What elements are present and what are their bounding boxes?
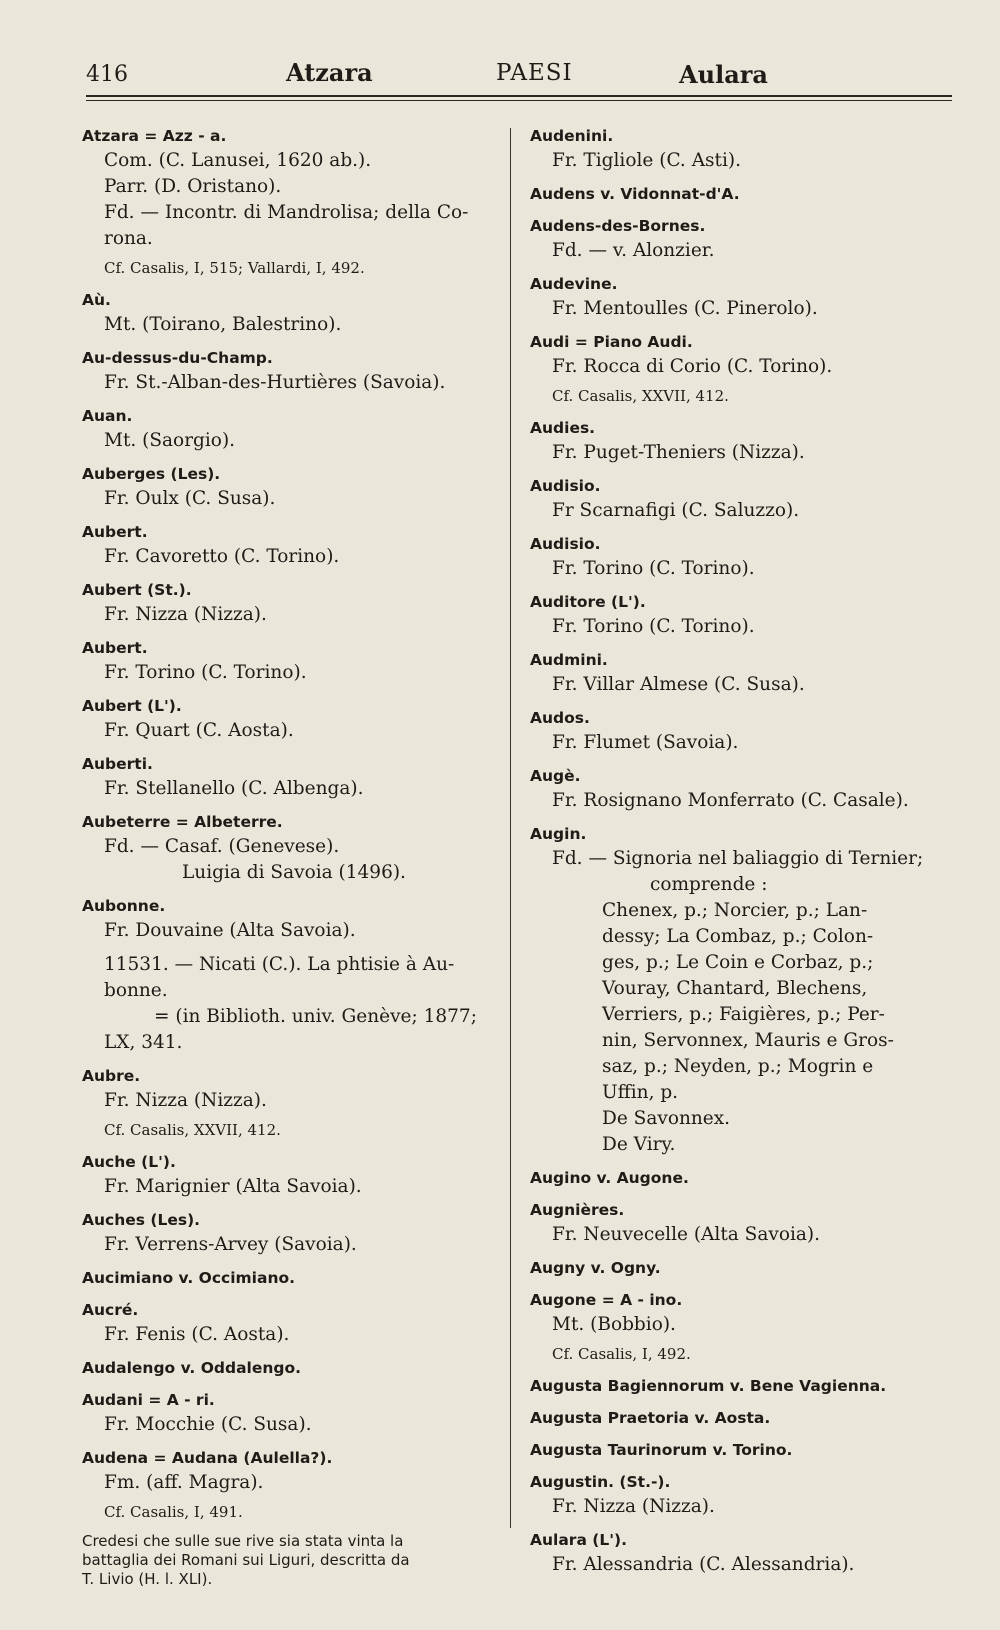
entry-headword: Audenini. xyxy=(530,127,614,145)
dictionary-entry xyxy=(530,1198,970,1248)
header-center-title: PAESI xyxy=(496,60,573,86)
entry-line: LX, 341. xyxy=(104,1032,183,1053)
entry-line: Fr. Quart (C. Aosta). xyxy=(104,720,294,741)
entry-headword: Audmini. xyxy=(530,651,608,669)
entry-headword: Augusta Bagiennorum v. Bene Vagienna. xyxy=(530,1377,887,1395)
dictionary-entry xyxy=(530,1256,970,1280)
dictionary-entry xyxy=(82,636,507,686)
entry-line: Fd. — Signoria nel baliaggio di Ternier; xyxy=(552,848,924,869)
entry-headword: Audevine. xyxy=(530,275,618,293)
entry-line: Fd. — Incontr. di Mandrolisa; della Co- xyxy=(104,202,469,223)
dictionary-entry xyxy=(82,1446,507,1524)
entry-headword: Audisio. xyxy=(530,477,601,495)
entry-line: bonne. xyxy=(104,980,168,1001)
entry-line: Fr. Fenis (C. Aosta). xyxy=(104,1324,290,1345)
dictionary-entry xyxy=(82,1064,507,1142)
entry-headword: Aubeterre = Albeterre. xyxy=(82,813,283,831)
dictionary-entry xyxy=(82,1388,507,1438)
right-column xyxy=(530,124,970,1586)
entry-headword: Audalengo v. Oddalengo. xyxy=(82,1359,302,1377)
note-line: Credesi che sulle sue rive sia stata vinta la xyxy=(82,1532,404,1550)
header-rule-thin xyxy=(86,100,952,101)
entry-headword: Auberges (Les). xyxy=(82,465,221,483)
entry-line: Fr. Alessandria (C. Alessandria). xyxy=(552,1554,855,1575)
dictionary-entry xyxy=(82,462,507,512)
entry-line: Fr. Rosignano Monferrato (C. Casale). xyxy=(552,790,909,811)
entry-line: Fr. Douvaine (Alta Savoia). xyxy=(104,920,356,941)
header-rule xyxy=(86,95,952,97)
entry-headword: Aubre. xyxy=(82,1067,141,1085)
dictionary-entry xyxy=(82,752,507,802)
dictionary-entry xyxy=(82,810,507,886)
entry-headword: Audani = A - ri. xyxy=(82,1391,215,1409)
dictionary-entry xyxy=(82,1266,507,1290)
entry-headword: Aubert (St.). xyxy=(82,581,192,599)
entry-headword: Augnières. xyxy=(530,1201,625,1219)
entry-line: Fr. Nizza (Nizza). xyxy=(552,1496,715,1517)
entry-line: 11531. — Nicati (C.). La phtisie à Au- xyxy=(104,954,455,975)
entry-headword: Aubert. xyxy=(82,523,148,541)
entry-headword: Augustin. (St.-). xyxy=(530,1473,671,1491)
entry-headword: Augino v. Augone. xyxy=(530,1169,689,1187)
entry-headword: Augny v. Ogny. xyxy=(530,1259,661,1277)
dictionary-entry xyxy=(530,1374,970,1398)
header-left-title: Atzara xyxy=(286,58,373,87)
entry-headword: Audens v. Vidonnat-d'A. xyxy=(530,185,740,203)
entry-line: Fr. Verrens-Arvey (Savoia). xyxy=(104,1234,357,1255)
dictionary-entry xyxy=(82,1208,507,1258)
entry-line: Mt. (Bobbio). xyxy=(552,1314,676,1335)
entry-line: Fr. Marignier (Alta Savoia). xyxy=(104,1176,362,1197)
entry-headword: Audisio. xyxy=(530,535,601,553)
dictionary-entry xyxy=(530,532,970,582)
entry-line: Fr. St.-Alban-des-Hurtières (Savoia). xyxy=(104,372,446,393)
dictionary-entry xyxy=(82,346,507,396)
dictionary-entry xyxy=(530,214,970,264)
column-divider xyxy=(510,128,511,1528)
dictionary-entry xyxy=(530,272,970,322)
subentry-line: Uffin, p. xyxy=(602,1082,679,1103)
entry-reference: Cf. Casalis, XXVII, 412. xyxy=(552,387,729,405)
entry-headword: Aucimiano v. Occimiano. xyxy=(82,1269,296,1287)
subentry-line: dessy; La Combaz, p.; Colon- xyxy=(602,926,874,947)
subentry-line: Vouray, Chantard, Blechens, xyxy=(602,978,868,999)
entry-line: rona. xyxy=(104,228,153,249)
entry-headword: Atzara = Azz - a. xyxy=(82,127,227,145)
dictionary-entry xyxy=(82,952,507,1056)
entry-line: Fr. Tigliole (C. Asti). xyxy=(552,150,742,171)
entry-headword: Aù. xyxy=(82,291,111,309)
entry-headword: Augusta Taurinorum v. Torino. xyxy=(530,1441,793,1459)
entry-line: Fr. Cavoretto (C. Torino). xyxy=(104,546,340,567)
entry-line: Fr. Nizza (Nizza). xyxy=(104,604,267,625)
dictionary-entry xyxy=(82,520,507,570)
dictionary-entry xyxy=(82,894,507,944)
entry-line: Luigia di Savoia (1496). xyxy=(182,862,406,883)
entry-line: Fr. Nizza (Nizza). xyxy=(104,1090,267,1111)
entry-line: Fr. Torino (C. Torino). xyxy=(552,558,755,579)
entry-headword: Auberti. xyxy=(82,755,153,773)
subentry-line: nin, Servonnex, Mauris e Gros- xyxy=(602,1030,894,1051)
entry-headword: Audens-des-Bornes. xyxy=(530,217,706,235)
entry-headword: Aubert (L'). xyxy=(82,697,182,715)
dictionary-entry xyxy=(530,330,970,408)
entry-headword: Audena = Audana (Aulella?). xyxy=(82,1449,333,1467)
left-column xyxy=(82,124,507,1589)
entry-line: Fr. Mocchie (C. Susa). xyxy=(104,1414,312,1435)
dictionary-entry xyxy=(530,764,970,814)
entry-line: Com. (C. Lanusei, 1620 ab.). xyxy=(104,150,372,171)
subentry-line: De Savonnex. xyxy=(602,1108,731,1129)
subentry-line: Verriers, p.; Faigières, p.; Per- xyxy=(602,1004,885,1025)
dictionary-entry xyxy=(530,1470,970,1520)
entry-reference: Cf. Casalis, I, 515; Vallardi, I, 492. xyxy=(104,259,365,277)
entry-line: Fr. Stellanello (C. Albenga). xyxy=(104,778,364,799)
entry-line: Fr. Oulx (C. Susa). xyxy=(104,488,276,509)
entry-note xyxy=(82,1532,507,1589)
entry-line: Fd. — Casaf. (Genevese). xyxy=(104,836,340,857)
dictionary-entry xyxy=(82,124,507,280)
entry-reference: Cf. Casalis, XXVII, 412. xyxy=(104,1121,281,1139)
entry-headword: Audos. xyxy=(530,709,590,727)
entry-headword: Auan. xyxy=(82,407,133,425)
entry-reference: Cf. Casalis, I, 491. xyxy=(104,1503,243,1521)
dictionary-entry xyxy=(82,404,507,454)
dictionary-entry xyxy=(530,1288,970,1366)
entry-headword: Augusta Praetoria v. Aosta. xyxy=(530,1409,771,1427)
dictionary-entry xyxy=(82,694,507,744)
entry-line: Fr. Torino (C. Torino). xyxy=(104,662,307,683)
augin-subentries xyxy=(530,872,970,1158)
page-header xyxy=(86,56,952,96)
page-number: 416 xyxy=(86,62,128,87)
dictionary-entry xyxy=(82,578,507,628)
header-right-title: Aulara xyxy=(679,60,768,89)
entry-line: = (in Biblioth. univ. Genève; 1877; xyxy=(154,1006,477,1027)
entry-line: Mt. (Saorgio). xyxy=(104,430,236,451)
dictionary-entry xyxy=(530,416,970,466)
dictionary-entry xyxy=(530,1166,970,1190)
entry-headword: Audi = Piano Audi. xyxy=(530,333,693,351)
subentry-line: Chenex, p.; Norcier, p.; Lan- xyxy=(602,900,868,921)
entry-headword: Aulara (L'). xyxy=(530,1531,627,1549)
entry-headword: Auche (L'). xyxy=(82,1153,176,1171)
entry-line: Parr. (D. Oristano). xyxy=(104,176,282,197)
entry-reference: Cf. Casalis, I, 492. xyxy=(552,1345,691,1363)
entry-headword: Augè. xyxy=(530,767,581,785)
entry-headword: Au-dessus-du-Champ. xyxy=(82,349,273,367)
entry-headword: Auditore (L'). xyxy=(530,593,646,611)
dictionary-entry xyxy=(530,1438,970,1462)
dictionary-entry xyxy=(530,182,970,206)
entry-headword: Auches (Les). xyxy=(82,1211,201,1229)
dictionary-entry xyxy=(82,288,507,338)
note-line: battaglia dei Romani sui Liguri, descritta da xyxy=(82,1551,410,1569)
entry-headword: Augin. xyxy=(530,825,587,843)
entry-headword: Aucré. xyxy=(82,1301,139,1319)
dictionary-entry xyxy=(530,822,970,1158)
dictionary-entry xyxy=(82,1298,507,1348)
note-line: T. Livio (H. l. XLI). xyxy=(82,1570,213,1588)
dictionary-entry xyxy=(530,124,970,174)
entry-line: Fr. Rocca di Corio (C. Torino). xyxy=(552,356,833,377)
dictionary-entry xyxy=(530,648,970,698)
subentry-line: De Viry. xyxy=(602,1134,676,1155)
dictionary-entry xyxy=(530,706,970,756)
dictionary-entry xyxy=(82,1356,507,1380)
entry-headword: Aubonne. xyxy=(82,897,166,915)
subentry-line: saz, p.; Neyden, p.; Mogrin e xyxy=(602,1056,874,1077)
entry-line: Fr. Neuvecelle (Alta Savoia). xyxy=(552,1224,821,1245)
entry-line: Fd. — v. Alonzier. xyxy=(552,240,715,261)
entry-line: Fr. Villar Almese (C. Susa). xyxy=(552,674,805,695)
entry-line: Fm. (aff. Magra). xyxy=(104,1472,264,1493)
dictionary-entry xyxy=(530,1406,970,1430)
subentry-line: comprende : xyxy=(650,874,768,895)
dictionary-entry xyxy=(82,1150,507,1200)
entry-line: Fr. Mentoulles (C. Pinerolo). xyxy=(552,298,818,319)
entry-headword: Aubert. xyxy=(82,639,148,657)
subentry-line: ges, p.; Le Coin e Corbaz, p.; xyxy=(602,952,874,973)
entry-line: Fr. Puget-Theniers (Nizza). xyxy=(552,442,805,463)
entry-headword: Augone = A - ino. xyxy=(530,1291,683,1309)
entry-line: Mt. (Toirano, Balestrino). xyxy=(104,314,342,335)
dictionary-entry xyxy=(530,474,970,524)
entry-line: Fr. Flumet (Savoia). xyxy=(552,732,739,753)
dictionary-entry xyxy=(530,1528,970,1578)
entry-line: Fr. Torino (C. Torino). xyxy=(552,616,755,637)
entry-headword: Audies. xyxy=(530,419,596,437)
entry-line: Fr Scarnafigi (C. Saluzzo). xyxy=(552,500,800,521)
dictionary-entry xyxy=(530,590,970,640)
